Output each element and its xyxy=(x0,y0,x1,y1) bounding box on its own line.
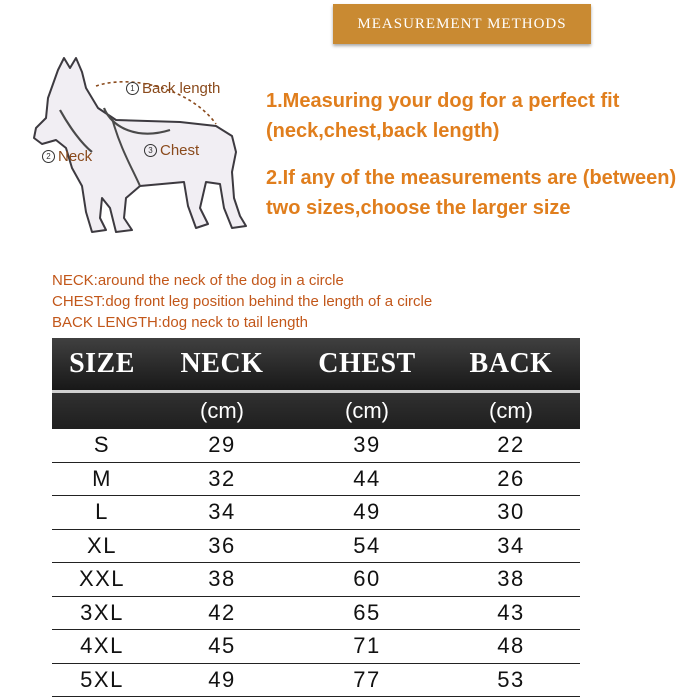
unit-back: (cm) xyxy=(489,398,533,423)
table-row xyxy=(52,664,580,698)
back-length-label xyxy=(126,80,220,97)
cell-size: L xyxy=(95,499,109,525)
cell-neck: 32 xyxy=(208,465,236,491)
number-two-icon: 2 xyxy=(42,150,55,163)
cell-back: 38 xyxy=(497,566,525,592)
table-row xyxy=(52,429,580,463)
tip-between-sizes: 2.If any of the measurements are (between) two sizes,choose the larger size xyxy=(266,167,677,219)
cell-neck: 38 xyxy=(208,566,236,592)
cell-chest: 77 xyxy=(353,666,381,692)
cell-neck: 42 xyxy=(208,599,236,625)
number-one-icon: 1 xyxy=(126,82,139,95)
cell-size: XXL xyxy=(78,566,126,592)
header-size: SIZE xyxy=(69,348,135,379)
table-row xyxy=(52,563,580,597)
chest-label xyxy=(144,142,199,159)
cell-chest: 39 xyxy=(353,432,381,458)
header-chest: CHEST xyxy=(318,348,416,379)
table-header-row xyxy=(52,338,580,390)
neck-text: Neck xyxy=(58,148,93,165)
cell-back: 48 xyxy=(497,633,525,659)
definition-neck: NECK:around the neck of the dog in a circle xyxy=(52,272,344,289)
cell-back: 22 xyxy=(497,432,525,458)
cell-back: 30 xyxy=(497,499,525,525)
table-row xyxy=(52,597,580,631)
chest-text: Chest xyxy=(160,142,200,159)
cell-neck: 34 xyxy=(208,499,236,525)
cell-back: 34 xyxy=(497,532,525,558)
header-neck: NECK xyxy=(180,348,264,379)
unit-neck: (cm) xyxy=(200,398,244,423)
number-three-icon: 3 xyxy=(144,144,157,157)
definition-back-length: BACK LENGTH:dog neck to tail length xyxy=(52,314,308,331)
cell-size: XL xyxy=(87,532,117,558)
table-row xyxy=(52,463,580,497)
cell-back: 43 xyxy=(497,599,525,625)
table-row xyxy=(52,496,580,530)
cell-chest: 54 xyxy=(353,532,381,558)
cell-chest: 44 xyxy=(353,465,381,491)
cell-size: M xyxy=(92,465,112,491)
table-row xyxy=(52,630,580,664)
cell-neck: 49 xyxy=(208,666,236,692)
cell-back: 53 xyxy=(497,666,525,692)
cell-chest: 65 xyxy=(353,599,381,625)
neck-label xyxy=(42,148,92,165)
banner-title: MEASUREMENT METHODS xyxy=(357,15,567,32)
cell-size: S xyxy=(93,432,111,458)
cell-back: 26 xyxy=(497,465,525,491)
definition-chest: CHEST:dog front leg position behind the length of a circle xyxy=(52,293,433,310)
table-units-row xyxy=(52,390,580,429)
cell-neck: 36 xyxy=(208,532,236,558)
unit-chest: (cm) xyxy=(345,398,389,423)
cell-chest: 71 xyxy=(353,633,381,659)
table-row xyxy=(52,530,580,564)
tip-perfect-fit: 1.Measuring your dog for a perfect fit (neck,chest,back length) xyxy=(266,90,620,142)
cell-size: 3XL xyxy=(80,599,124,625)
cell-size: 5XL xyxy=(80,666,124,692)
measurement-methods-banner xyxy=(333,4,591,44)
size-chart-table xyxy=(52,338,580,697)
header-back: BACK xyxy=(469,348,553,379)
cell-chest: 49 xyxy=(353,499,381,525)
cell-neck: 29 xyxy=(208,432,236,458)
back-length-text: Back length xyxy=(142,80,221,97)
cell-neck: 45 xyxy=(208,633,236,659)
cell-chest: 60 xyxy=(353,566,381,592)
cell-size: 4XL xyxy=(80,633,124,659)
